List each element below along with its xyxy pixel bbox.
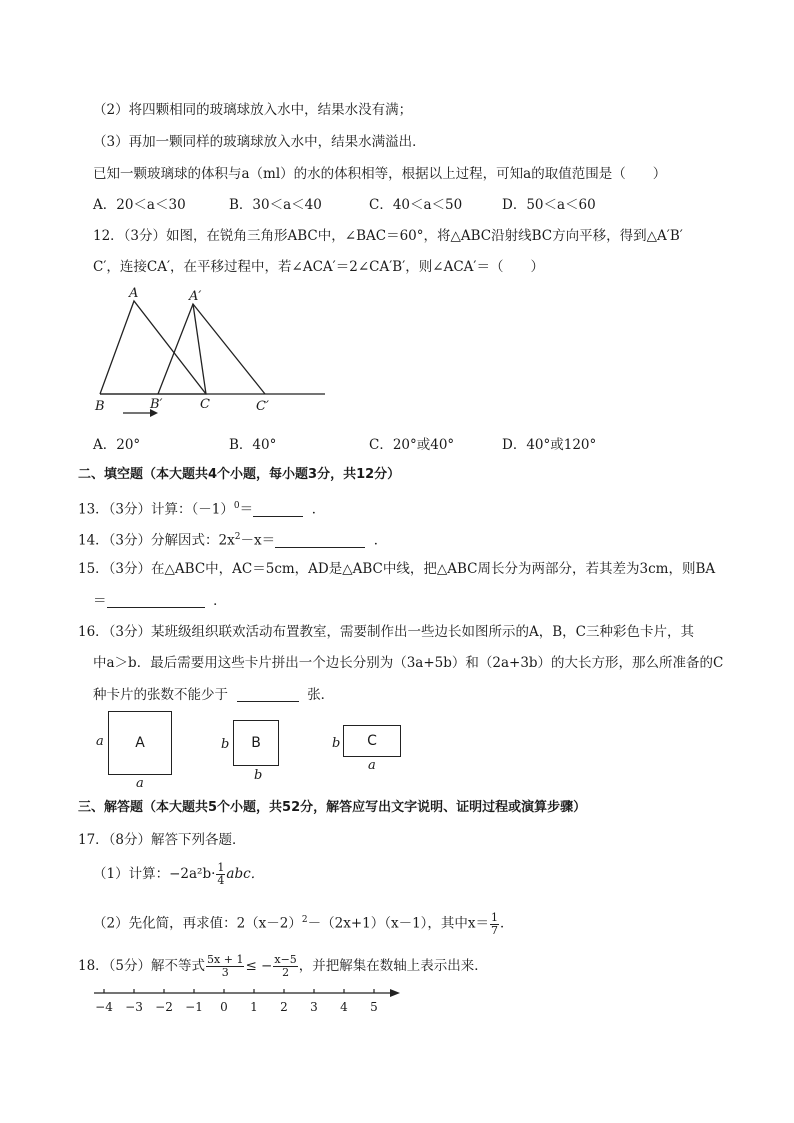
q14-equals: －x＝ <box>240 532 276 549</box>
card-c-side-label: b <box>332 736 341 751</box>
q16-line3 <box>93 686 334 704</box>
section3-heading: 三、解答题（本大题共5个小题，共52分，解答应写出文字说明、证明过程或演算步骤） <box>78 800 587 815</box>
q17-part1-fraction <box>216 862 225 887</box>
number-line-tick-label: 2 <box>280 1000 288 1014</box>
card-c-bottom-label: a <box>368 758 376 773</box>
q13-exponent: 0 <box>233 501 240 511</box>
number-line-tick-label: 4 <box>340 1000 348 1014</box>
q15-line1: 15．（3分）在△ABC中，AC＝5cm，AD是△ABC中线，把△ABC周长分为两部分，若其差为3cm，则BA <box>78 561 716 577</box>
q12-figure <box>90 283 340 418</box>
label-B: B <box>95 399 105 414</box>
number-line-tick-label: 5 <box>370 1000 378 1014</box>
q11-step2: （2）将四颗相同的玻璃球放入水中，结果水没有满； <box>93 102 413 118</box>
q17-part2-exponent: 2 <box>301 915 308 925</box>
fraction-numerator: 1 <box>491 910 499 924</box>
q14 <box>78 528 387 550</box>
q13-answer-blank[interactable] <box>253 502 303 517</box>
card-b: B <box>233 720 279 766</box>
fraction-denominator: 7 <box>491 923 499 937</box>
q12-option-a: A．20° <box>93 437 141 453</box>
q17-part1 <box>93 858 264 890</box>
q18-suffix: ，并把解集在数轴上表示出来． <box>298 958 488 974</box>
fraction-numerator: 1 <box>217 861 225 874</box>
card-c: C <box>343 725 401 757</box>
q12-line2: C′，连接CA′，在平移过程中，若∠ACA′＝2∠CA′B′，则∠ACA′＝（ ） <box>93 259 544 275</box>
card-a-bottom-label: a <box>136 776 144 791</box>
q13-prefix: 13．（3分）计算：（－1） <box>78 501 234 518</box>
q18-relation: ≤ − <box>245 958 273 974</box>
q11-option-d: D．50＜a＜60 <box>502 197 596 213</box>
q18-line <box>78 950 488 982</box>
q11-step3: （3）再加一颗同样的玻璃球放入水中，结果水满溢出． <box>93 134 426 150</box>
triangle-a2b2c2 <box>158 304 265 394</box>
q15-answer-blank[interactable] <box>107 593 205 608</box>
card-a: A <box>108 711 172 775</box>
q17-part2-end: ． <box>500 915 514 932</box>
q14-end: ． <box>373 532 388 549</box>
number-line-tick-label: −3 <box>125 1000 143 1014</box>
number-line <box>90 983 410 1018</box>
q14-prefix: 14．（3分）分解因式：2x <box>78 532 235 549</box>
q18-fraction-right <box>273 954 297 979</box>
q17-part1-suffix: abc． <box>226 866 265 882</box>
q14-answer-blank[interactable] <box>275 533 365 548</box>
q16-line3-prefix: 种卡片的张数不能少于 <box>93 687 228 703</box>
q17-part2-prefix: （2）先化简，再求值：2（x－2） <box>93 915 302 932</box>
q13-end: ． <box>311 501 326 518</box>
q11-option-c: C．40＜a＜50 <box>369 197 463 213</box>
q18-prefix: 18．（5分）解不等式 <box>78 958 206 974</box>
q11-option-a: A．20＜a＜30 <box>93 197 186 213</box>
q11-stem: 已知一颗玻璃球的体积与a（ml）的水的体积相等，根据以上过程，可知a的取值范围是（ ） <box>93 166 667 182</box>
fraction-denominator: 4 <box>217 874 225 887</box>
q15-line2 <box>93 592 227 610</box>
fraction-numerator: x−5 <box>274 953 297 966</box>
number-line-tick-label: −2 <box>155 1000 173 1014</box>
q16-line1: 16．（3分）某班级组织联欢活动布置教室，需要制作出一些边长如图所示的A，B，C三种彩色卡片，其 <box>78 624 695 640</box>
card-b-side-label: b <box>221 737 230 752</box>
fraction-denominator: 3 <box>221 966 229 979</box>
fraction-numerator: 5x + 1 <box>207 953 244 966</box>
q17-part2-mid: －（2x+1）（x－1），其中x＝ <box>307 915 490 932</box>
q11-option-b: B．30＜a＜40 <box>229 197 322 213</box>
q16-line2: 中a＞b．最后需要用这些卡片拼出一个边长分别为（3a+5b）和（2a+3b）的大长方形，那么所准备的C <box>93 655 724 671</box>
card-a-side-label: a <box>96 734 104 749</box>
q12-option-b: B．40° <box>229 437 277 453</box>
number-line-arrow <box>390 989 400 997</box>
number-line-tick-label: 3 <box>310 1000 318 1014</box>
q17-part2 <box>93 904 514 940</box>
label-B-prime: B′ <box>150 397 163 412</box>
q13 <box>78 497 325 519</box>
q12-option-c: C．20°或40° <box>369 437 455 453</box>
fraction-denominator: 2 <box>282 966 290 979</box>
q16-line3-end: 张． <box>307 687 335 703</box>
q17-title: 17．（8分）解答下列各题． <box>78 832 246 848</box>
number-line-tick-label: −1 <box>185 1000 203 1014</box>
q12-line1: 12．（3分）如图，在锐角三角形ABC中，∠BAC＝60°，将△ABC沿射线BC方向平移，得到△A′B′ <box>93 228 683 244</box>
q17-part2-fraction <box>490 912 499 937</box>
label-C: C <box>200 397 210 412</box>
label-A: A <box>129 286 139 301</box>
triangle-abc <box>100 301 206 394</box>
number-line-tick-label: −4 <box>95 1000 113 1014</box>
q12-option-d: D．40°或120° <box>502 437 597 453</box>
q17-part1-prefix: （1）计算：−2a²b· <box>93 866 216 882</box>
number-line-tick-label: 0 <box>220 1000 228 1014</box>
q16-answer-blank[interactable] <box>237 687 299 702</box>
q15-equals: ＝ <box>93 593 107 609</box>
q15-end: ． <box>213 593 227 609</box>
q14-exponent: 2 <box>234 532 241 542</box>
label-A-prime: A′ <box>189 289 202 304</box>
section2-heading: 二、填空题（本大题共4个小题，每小题3分，共12分） <box>78 467 401 482</box>
card-b-bottom-label: b <box>254 768 263 783</box>
label-C-prime: C′ <box>256 399 269 414</box>
q13-equals: ＝ <box>239 501 254 518</box>
number-line-tick-label: 1 <box>250 1000 258 1014</box>
q18-fraction-left <box>206 954 244 979</box>
